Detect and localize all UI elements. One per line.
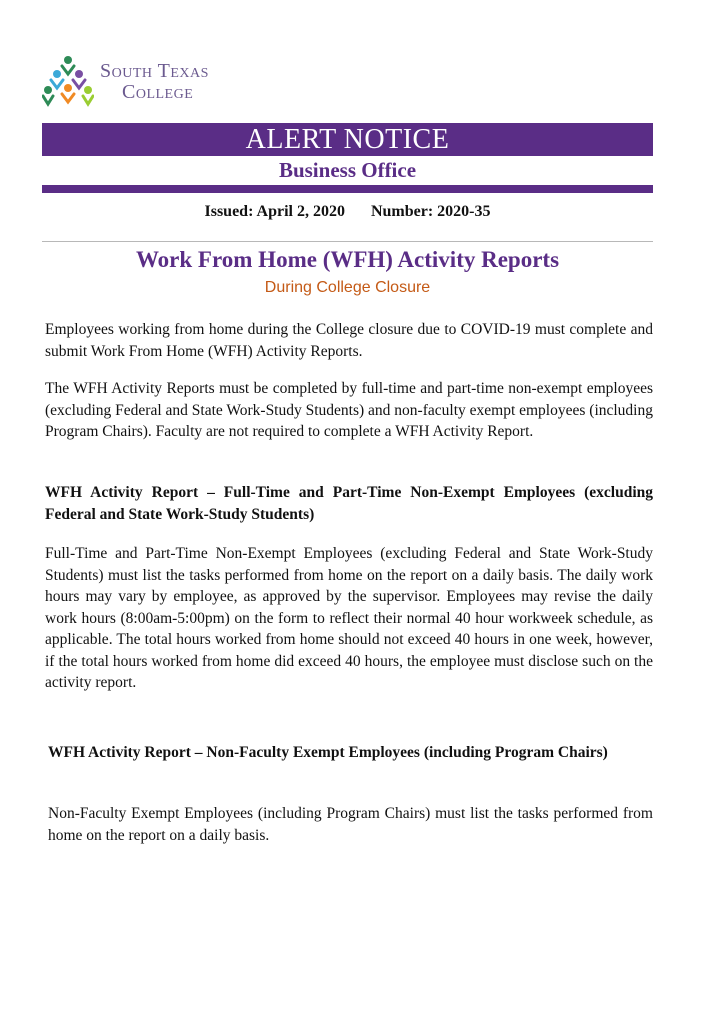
alert-banner bbox=[42, 123, 653, 156]
section-heading-exempt: WFH Activity Report – Non-Faculty Exempt Employees (including Program Chairs) bbox=[48, 744, 608, 761]
banner-divider bbox=[42, 185, 653, 193]
people-logo-icon bbox=[42, 54, 94, 110]
issue-info bbox=[42, 203, 653, 221]
office-name: Business Office bbox=[278, 158, 417, 182]
logo-line-2: College bbox=[122, 81, 194, 103]
issued-date: Issued: April 2, 2020 bbox=[204, 203, 345, 220]
intro-paragraph-1: Employees working from home during the College closure due to COVID-19 must complete and submit Work From Home (WFH) Activity Reports. bbox=[45, 321, 653, 360]
header-rule bbox=[42, 241, 653, 242]
section-body-exempt: Non-Faculty Exempt Employees (including Program Chairs) must list the tasks performed from home on the report on a daily basis. bbox=[48, 805, 653, 844]
intro-paragraph-2: The WFH Activity Reports must be completed by full-time and part-time non-exempt employees (excluding Federal and State Work-Study Students) and non-faculty exempt employees (including Program Chairs). Faculty are not required to complete a WFH Activity Report. bbox=[45, 380, 653, 440]
section-heading-non-exempt: WFH Activity Report – Full-Time and Part-Time Non-Exempt Employees (excluding Federal and State Work-Study Students) bbox=[45, 484, 653, 523]
document-subtitle: During College Closure bbox=[264, 279, 431, 296]
document-title: Work From Home (WFH) Activity Reports bbox=[135, 247, 560, 272]
logo-wordmark bbox=[100, 61, 209, 103]
section-body-non-exempt: Full-Time and Part-Time Non-Exempt Employees (excluding Federal and State Work-Study Students) must list the tasks performed from home on the report on a daily basis. The daily work hours may vary by employee, as approved by the supervisor. Employees may revise the daily work hours (8:00am-5:00pm) on the form to reflect their normal 40 hour workweek schedule, as applicable. The total hours worked from home should not exceed 40 hours in one week, however, if the total hours worked from home did exceed 40 hours, the employee must disclose such on the activity report. bbox=[45, 545, 653, 691]
alert-title: ALERT NOTICE bbox=[245, 123, 450, 155]
logo-line-1: South Texas bbox=[100, 60, 209, 82]
notice-number: Number: 2020-35 bbox=[370, 203, 491, 220]
college-logo bbox=[42, 52, 262, 112]
